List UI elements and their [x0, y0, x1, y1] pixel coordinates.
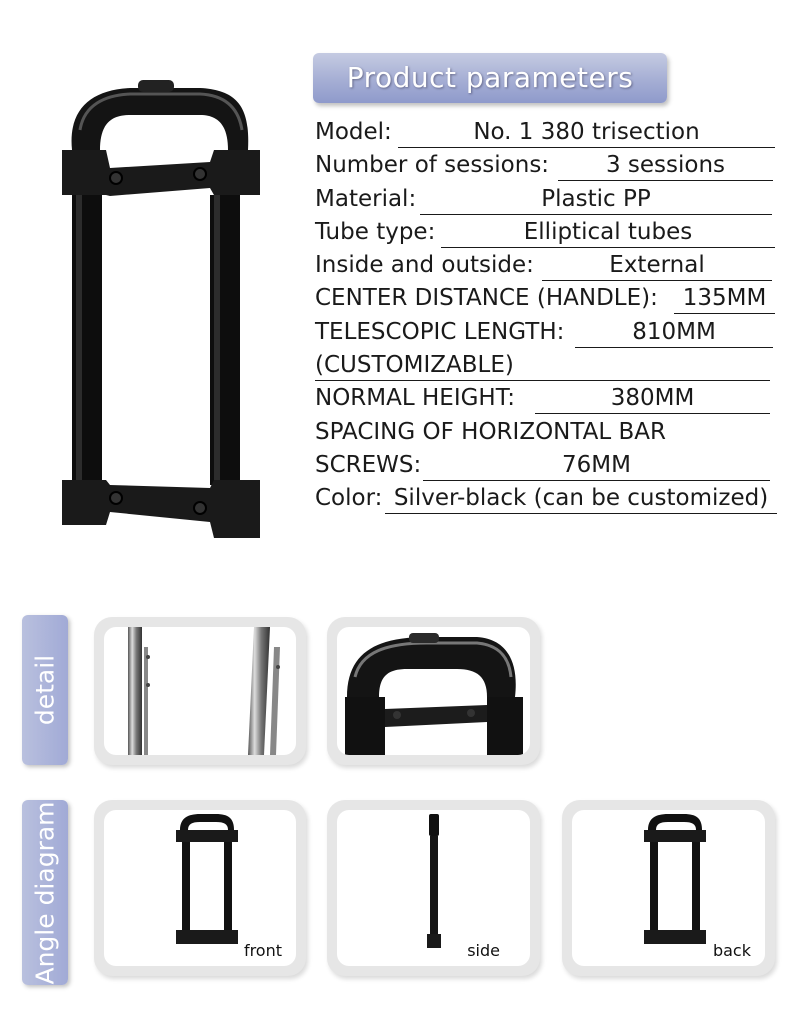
- param-row-color: [315, 482, 780, 515]
- param-value: Silver-black (can be customized): [385, 482, 777, 514]
- detail-section-tab: [22, 615, 68, 765]
- param-value: 380MM: [535, 382, 770, 414]
- param-value: 810MM: [575, 316, 773, 348]
- angle-card-back: [562, 800, 775, 976]
- param-label: Color:: [315, 485, 383, 512]
- param-value: 135MM: [674, 282, 775, 314]
- param-value: Elliptical tubes: [441, 216, 775, 248]
- param-label: TELESCOPIC LENGTH:: [315, 318, 565, 345]
- param-label: SPACING OF HORIZONTAL BAR: [315, 418, 666, 445]
- param-row-material: [315, 183, 780, 216]
- detail-image-handle: [327, 617, 540, 765]
- detail-section-label: detail: [30, 654, 60, 726]
- param-label: Material:: [315, 185, 417, 212]
- param-row-customizable: [315, 349, 780, 382]
- param-value: (CUSTOMIZABLE): [315, 349, 770, 381]
- angle-diagram-section-label: Angle diagram: [30, 800, 60, 985]
- param-label: NORMAL HEIGHT:: [315, 385, 515, 412]
- detail-image-tubes: [94, 617, 306, 765]
- param-value: No. 1 380 trisection: [398, 116, 775, 148]
- param-value: Plastic PP: [420, 183, 772, 215]
- product-parameters-title: Product parameters: [313, 53, 667, 103]
- param-label: SCREWS:: [315, 451, 422, 478]
- param-row-model: [315, 116, 780, 149]
- param-row-center-distance: [315, 282, 780, 315]
- param-row-inside-outside: [315, 249, 780, 282]
- param-label: Tube type:: [315, 218, 436, 245]
- param-label: Inside and outside:: [315, 252, 534, 279]
- angle-caption-side: side: [467, 941, 500, 960]
- angle-card-side: [327, 800, 540, 976]
- param-row-normal-height: [315, 382, 780, 415]
- param-label: Model:: [315, 119, 392, 145]
- angle-caption-back: back: [712, 941, 751, 960]
- param-label: Number of sessions:: [315, 152, 550, 179]
- param-row-sessions: [315, 149, 780, 182]
- product-main-image: [50, 70, 280, 550]
- parameter-list: [315, 116, 780, 516]
- param-value: External: [542, 249, 772, 281]
- angle-diagram-section-tab: [22, 800, 68, 985]
- param-label: CENTER DISTANCE (HANDLE):: [315, 285, 658, 312]
- angle-card-front: [94, 800, 306, 976]
- param-row-spacing: [315, 416, 780, 449]
- param-row-screws: [315, 449, 780, 482]
- param-row-tube-type: [315, 216, 780, 249]
- param-value: 3 sessions: [558, 149, 773, 181]
- angle-caption-front: front: [243, 941, 282, 960]
- param-row-telescopic-length: [315, 316, 780, 349]
- param-value: 76MM: [423, 449, 770, 481]
